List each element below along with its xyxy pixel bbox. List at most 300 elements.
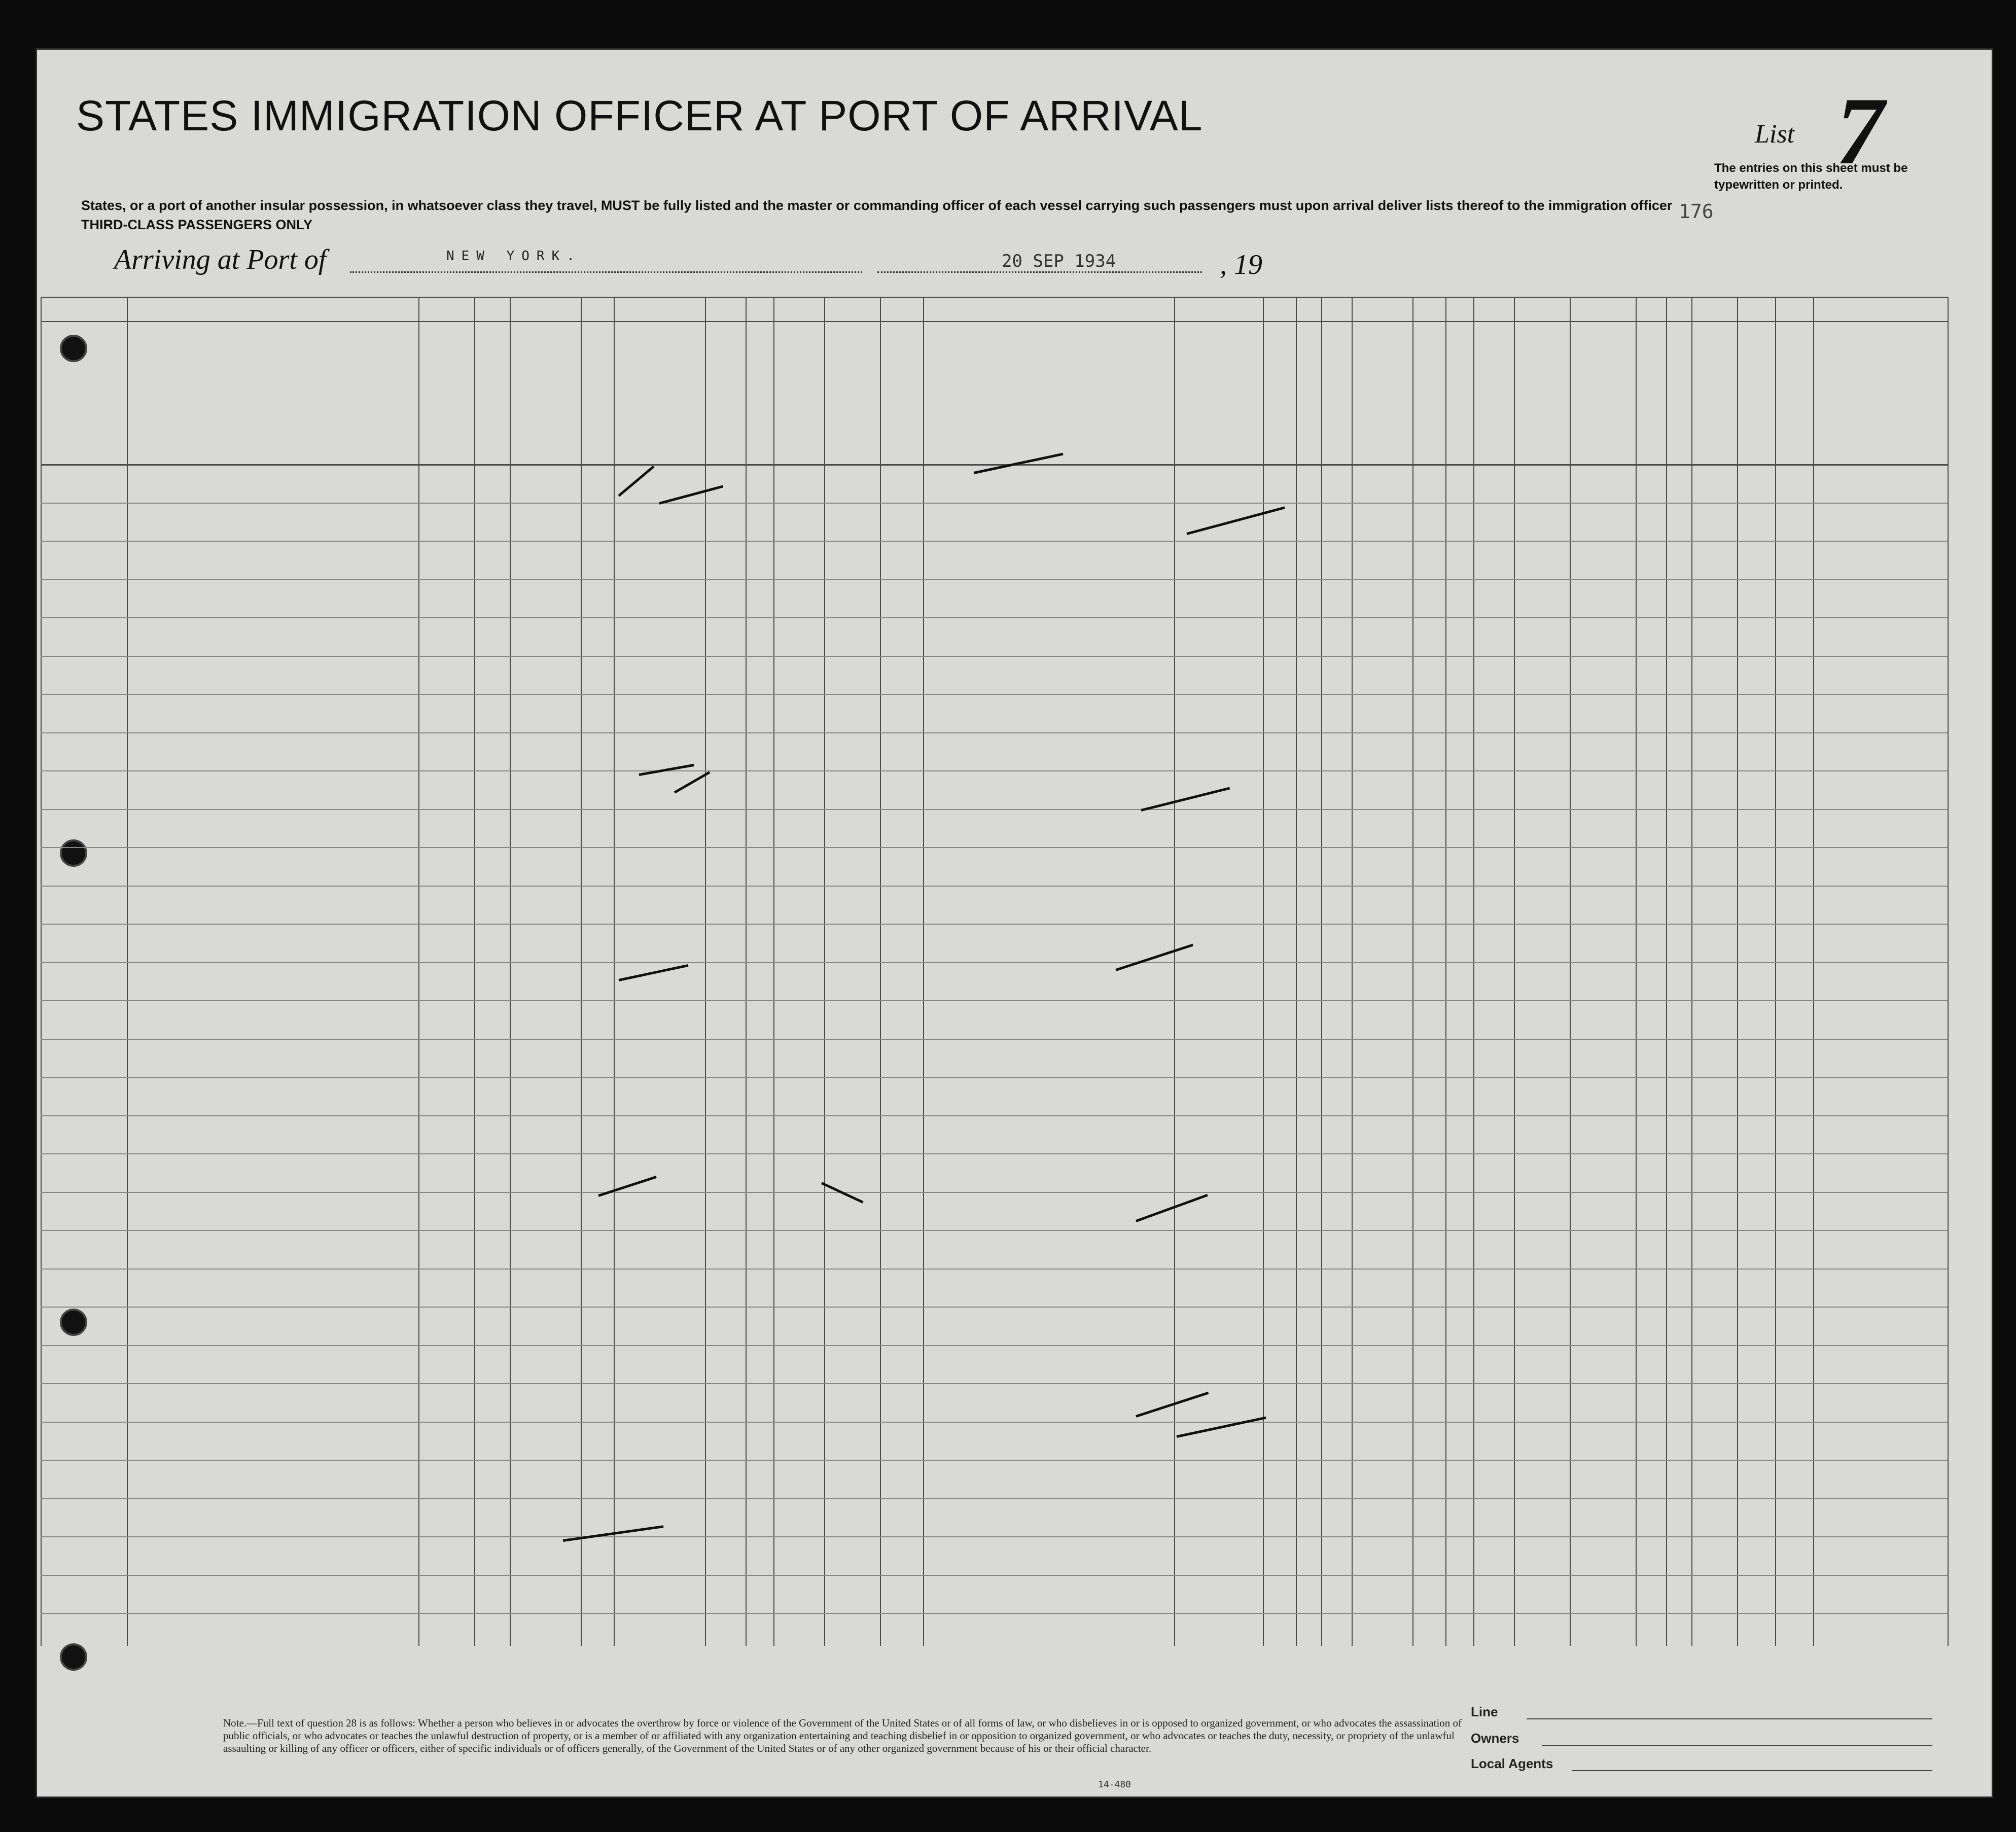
cell-q29 [1414, 1396, 1444, 1432]
cell-paid [616, 592, 704, 628]
cell-q26 [1298, 975, 1320, 1011]
cell-years [775, 784, 823, 819]
cell-where [826, 930, 879, 965]
cell-in [1668, 784, 1690, 819]
cell-years [775, 470, 823, 506]
cell-money [707, 1320, 745, 1355]
cell-hair [1739, 623, 1774, 659]
cell-marks [1815, 1167, 1947, 1202]
column-header [881, 327, 922, 460]
cell-eyes [1777, 1167, 1812, 1202]
cell-hair [1739, 707, 1774, 743]
cell-ticket [583, 1473, 613, 1508]
cell-marks [1815, 1473, 1947, 1508]
cell-q30 [1447, 554, 1472, 589]
cell-relative [129, 543, 417, 578]
cell-where [826, 516, 879, 551]
cell-in [1668, 554, 1690, 589]
cell-q30 [1447, 1167, 1472, 1202]
cell-health [1516, 669, 1569, 704]
cell-state [476, 630, 509, 666]
cell-purpose [1176, 822, 1262, 858]
cell-money [707, 1511, 745, 1547]
cell-money [707, 1473, 745, 1508]
column-rule [1737, 297, 1738, 1646]
cell-marks [1815, 1358, 1947, 1394]
cell-in [1668, 1473, 1690, 1508]
cell-complexion [1693, 592, 1736, 628]
cell-q25 [1265, 1090, 1295, 1125]
cell-q28 [1354, 1129, 1411, 1164]
cell-in [1668, 1282, 1690, 1317]
cell-eyes [1777, 1511, 1812, 1547]
cell-hair [1739, 975, 1774, 1011]
column-header [1815, 327, 1946, 460]
cell-ticket [583, 822, 613, 858]
cell-state [476, 1473, 509, 1508]
cell-where [826, 1121, 879, 1157]
cell-q27 [1323, 746, 1351, 781]
cell-q29 [1414, 1090, 1444, 1125]
list-note: The entries on this sheet must be typewritten or printed. [1714, 161, 1908, 192]
cell-q31 [1475, 1396, 1513, 1432]
column-header [1475, 327, 1512, 460]
cell-purpose [1176, 1013, 1262, 1049]
cell-q29 [1414, 592, 1444, 628]
cell-q29 [1414, 937, 1444, 972]
cell-ticket [583, 516, 613, 551]
cell-complexion [1693, 899, 1736, 934]
cell-ticket [583, 1396, 613, 1432]
cell-before [748, 1549, 772, 1585]
cell-q31 [1475, 1129, 1513, 1164]
cell-money [707, 1243, 745, 1279]
cell-q28 [1354, 516, 1411, 551]
cell-join [925, 1159, 1173, 1195]
cell-q30 [1447, 746, 1472, 781]
cell-in [1668, 860, 1690, 896]
cell-join [925, 543, 1173, 578]
cell-city [512, 1121, 580, 1157]
cell-q26 [1298, 707, 1320, 743]
cell-years [775, 585, 823, 621]
cell-in [1668, 592, 1690, 628]
cell-paid [616, 1052, 704, 1087]
column-rule [127, 297, 128, 1646]
cell-q28 [1354, 707, 1411, 743]
cell-q31 [1475, 477, 1513, 513]
cell-q31 [1475, 1013, 1513, 1049]
cell-years [775, 1121, 823, 1157]
cell-eyes [1777, 975, 1812, 1011]
cell-paid [616, 746, 704, 781]
cell-q26 [1298, 784, 1320, 819]
cell-deformed [1572, 707, 1635, 743]
cell-deformed [1572, 1090, 1635, 1125]
owners-signature-line [1542, 1745, 1932, 1746]
cell-hair [1739, 822, 1774, 858]
cell-state [476, 669, 509, 704]
cell-q31 [1475, 516, 1513, 551]
cell-q25 [1265, 822, 1295, 858]
cell-ticket [583, 1511, 613, 1547]
cell-where [826, 1045, 879, 1080]
cell-q25 [1265, 1320, 1295, 1355]
cell-purpose [1176, 707, 1262, 743]
cell-health [1516, 1435, 1569, 1470]
cell-q30 [1447, 1052, 1472, 1087]
form-number: 14-480 [1098, 1779, 1131, 1790]
cell-state [476, 477, 509, 513]
cell-health [1516, 477, 1569, 513]
cell-before [748, 1243, 772, 1279]
cell-relative [129, 1428, 417, 1463]
cell-state [476, 784, 509, 819]
cell-eyes [1777, 1013, 1812, 1049]
cell-paid [616, 860, 704, 896]
cell-q31 [1475, 899, 1513, 934]
cell-ft [1638, 860, 1665, 896]
cell-before [748, 1473, 772, 1508]
cell-paid [616, 1205, 704, 1241]
cell-hair [1739, 746, 1774, 781]
column-rule [1948, 297, 1949, 1646]
cell-ticket [583, 630, 613, 666]
cell-before [748, 554, 772, 589]
cell-deformed [1572, 1205, 1635, 1241]
cell-complexion [1693, 1358, 1736, 1394]
cell-money [707, 1588, 745, 1624]
column-header [128, 327, 417, 460]
cell-q26 [1298, 1511, 1320, 1547]
cell-marks [1815, 1282, 1947, 1317]
cell-deformed [1572, 937, 1635, 972]
cell-relative [129, 926, 417, 961]
cell-purpose [1176, 746, 1262, 781]
cell-date [882, 547, 922, 582]
cell-ft [1638, 1243, 1665, 1279]
cell-eyes [1777, 937, 1812, 972]
cell-in [1668, 1129, 1690, 1164]
column-rule [1636, 297, 1637, 1646]
cell-q28 [1354, 860, 1411, 896]
cell-q29 [1414, 630, 1444, 666]
column-rule [418, 297, 419, 1646]
cell-q26 [1298, 937, 1320, 972]
cell-ft [1638, 1549, 1665, 1585]
cell-q26 [1298, 477, 1320, 513]
cell-purpose [1176, 1129, 1262, 1164]
cell-city [512, 1581, 580, 1616]
cell-money [707, 669, 745, 704]
cell-health [1516, 516, 1569, 551]
cell-purpose [1176, 1511, 1262, 1547]
cell-city [512, 700, 580, 735]
cell-money [707, 899, 745, 934]
cell-q27 [1323, 516, 1351, 551]
cell-purpose [1176, 1205, 1262, 1241]
cell-city [512, 623, 580, 659]
cell-q27 [1323, 1473, 1351, 1508]
cell-relative [129, 1275, 417, 1310]
cell-q30 [1447, 860, 1472, 896]
cell-complexion [1693, 784, 1736, 819]
cell-relative [129, 658, 417, 693]
cell-q27 [1323, 630, 1351, 666]
cell-complexion [1693, 1013, 1736, 1049]
cell-q26 [1298, 554, 1320, 589]
cell-eyes [1777, 707, 1812, 743]
cell-q29 [1414, 554, 1444, 589]
cell-eyes [1777, 669, 1812, 704]
cell-eyes [1777, 1435, 1812, 1470]
cell-hair [1739, 1052, 1774, 1087]
cell-complexion [1693, 937, 1736, 972]
cell-q29 [1414, 1129, 1444, 1164]
cell-purpose [1176, 669, 1262, 704]
cell-eyes [1777, 1205, 1812, 1241]
cell-paid [616, 554, 704, 589]
cell-health [1516, 630, 1569, 666]
cell-in [1668, 516, 1690, 551]
cell-relative [129, 1351, 417, 1387]
cell-paid [616, 1396, 704, 1432]
cell-relative [129, 1002, 417, 1038]
cell-q27 [1323, 1129, 1351, 1164]
cell-q29 [1414, 1511, 1444, 1547]
cell-state [476, 746, 509, 781]
cell-join [925, 1424, 1173, 1459]
cell-marks [1815, 1396, 1947, 1432]
cell-date [882, 815, 922, 851]
cell-purpose [1176, 975, 1262, 1011]
cell-where [826, 1205, 879, 1241]
cell-q29 [1414, 516, 1444, 551]
cell-paid [616, 630, 704, 666]
cell-before [748, 516, 772, 551]
cell-deformed [1572, 1129, 1635, 1164]
cell-join [925, 1313, 1173, 1348]
cell-ticket [583, 1243, 613, 1279]
cell-city [512, 1236, 580, 1272]
cell-q28 [1354, 1013, 1411, 1049]
cell-q28 [1354, 1243, 1411, 1279]
cell-q29 [1414, 746, 1444, 781]
column-rule [1321, 297, 1322, 1646]
line-signature-line [1527, 1718, 1932, 1719]
cell-before [748, 1090, 772, 1125]
cell-relative [129, 1117, 417, 1153]
cell-years [775, 1473, 823, 1508]
cell-where [826, 623, 879, 659]
cell-where [826, 1428, 879, 1463]
cell-q28 [1354, 1282, 1411, 1317]
cell-paid [616, 1511, 704, 1547]
cell-q29 [1414, 1435, 1444, 1470]
cell-hair [1739, 784, 1774, 819]
cell-marks [1815, 784, 1947, 819]
column-header [1447, 327, 1472, 460]
cell-q25 [1265, 1129, 1295, 1164]
cell-q30 [1447, 784, 1472, 819]
cell-where [826, 1511, 879, 1547]
cell-years [775, 1159, 823, 1195]
cell-health [1516, 1129, 1569, 1164]
cell-marks [1815, 822, 1947, 858]
cell-q27 [1323, 1013, 1351, 1049]
cell-before [748, 1052, 772, 1087]
cell-money [707, 975, 745, 1011]
cell-where [826, 1313, 879, 1348]
cell-eyes [1777, 1282, 1812, 1317]
cell-city [512, 669, 580, 704]
cell-q31 [1475, 1090, 1513, 1125]
cell-before [748, 860, 772, 896]
column-header [420, 327, 473, 460]
cell-deformed [1572, 784, 1635, 819]
cell-date [882, 1313, 922, 1348]
cell-date [882, 1198, 922, 1234]
cell-before [748, 1129, 772, 1164]
column-rule [1263, 297, 1264, 1646]
cell-date [882, 1121, 922, 1157]
cell-state [476, 1396, 509, 1432]
cell-date [882, 777, 922, 812]
cell-health [1516, 975, 1569, 1011]
cell-deformed [1572, 1473, 1635, 1508]
sheet-number: 176 [1679, 200, 1714, 223]
cell-paid [616, 1358, 704, 1394]
cell-q30 [1447, 975, 1472, 1011]
cell-where [826, 1549, 879, 1585]
port-underline [350, 271, 862, 273]
cell-join [925, 1538, 1173, 1574]
cell-state [476, 1205, 509, 1241]
cell-ft [1638, 1358, 1665, 1394]
cell-state [476, 592, 509, 628]
cell-q25 [1265, 746, 1295, 781]
cell-hair [1739, 1542, 1774, 1578]
cell-join [925, 888, 1173, 923]
cell-years [775, 1006, 823, 1042]
cell-q25 [1265, 592, 1295, 628]
cell-q25 [1265, 1243, 1295, 1279]
cell-ft [1638, 1435, 1665, 1470]
cell-q31 [1475, 1052, 1513, 1087]
cell-date [882, 700, 922, 735]
cell-marks [1815, 1052, 1947, 1087]
cell-join [925, 466, 1173, 502]
cell-where [826, 849, 879, 885]
cell-eyes [1777, 1090, 1812, 1125]
cell-where [826, 470, 879, 506]
cell-q30 [1447, 937, 1472, 972]
cell-ft [1638, 669, 1665, 704]
cell-q26 [1298, 1243, 1320, 1279]
cell-paid [616, 784, 704, 819]
cell-relative [129, 738, 417, 774]
cell-paid [616, 1549, 704, 1585]
cell-in [1668, 937, 1690, 972]
instructions-text: States, or a port of another insular possession, in whatsoever class they travel, MUST be fully listed and the master or commanding officer of each vessel carrying such passengers must upon arrival deliver lists thereof to the immigration officer [81, 198, 1673, 213]
cell-ft [1638, 1129, 1665, 1164]
cell-q31 [1475, 1320, 1513, 1355]
column-rule [1296, 297, 1297, 1646]
cell-q28 [1354, 1435, 1411, 1470]
cell-ft [1638, 1396, 1665, 1432]
cell-join [925, 1275, 1173, 1310]
cell-q25 [1265, 1396, 1295, 1432]
cell-deformed [1572, 1243, 1635, 1279]
cell-where [826, 669, 879, 704]
cell-q31 [1475, 707, 1513, 743]
cell-complexion [1693, 516, 1736, 551]
column-header [1323, 327, 1350, 460]
cell-relative [129, 466, 417, 502]
cell-money [707, 1549, 745, 1585]
cell-marks [1815, 937, 1947, 972]
cell-hair [1739, 899, 1774, 934]
cell-q31 [1475, 784, 1513, 819]
cell-q29 [1414, 1588, 1444, 1624]
cell-before [748, 822, 772, 858]
cell-q28 [1354, 1473, 1411, 1508]
column-header [1739, 327, 1774, 460]
cell-ft [1638, 516, 1665, 551]
cell-deformed [1572, 1320, 1635, 1355]
cell-state [476, 1090, 509, 1125]
column-header [511, 327, 579, 460]
cell-q29 [1414, 1473, 1444, 1508]
cell-paid [616, 516, 704, 551]
cell-q29 [1414, 1358, 1444, 1394]
cell-join [925, 1198, 1173, 1234]
arriving-port-label: Arriving at Port of [114, 244, 327, 275]
cell-q31 [1475, 1205, 1513, 1241]
cell-money [707, 630, 745, 666]
cell-q31 [1475, 1549, 1513, 1585]
cell-date [882, 1282, 922, 1317]
cell-complexion [1693, 746, 1736, 781]
cell-date [882, 738, 922, 774]
cell-q25 [1265, 1358, 1295, 1394]
column-header [826, 327, 878, 460]
cell-hair [1739, 1511, 1774, 1547]
cell-paid [616, 1473, 704, 1508]
cell-q30 [1447, 1396, 1472, 1432]
cell-join [925, 1002, 1173, 1038]
cell-complexion [1693, 1090, 1736, 1125]
cell-hair [1739, 477, 1774, 513]
cell-join [925, 619, 1173, 655]
cell-years [775, 700, 823, 735]
cell-in [1668, 746, 1690, 781]
cell-city [512, 1511, 580, 1547]
cell-complexion [1693, 1205, 1736, 1241]
column-header [1515, 327, 1568, 460]
cell-q27 [1323, 1549, 1351, 1585]
cell-q27 [1323, 477, 1351, 513]
column-rule [1775, 297, 1776, 1646]
cell-date [882, 1389, 922, 1425]
column-header [1777, 327, 1812, 460]
cell-q26 [1298, 1549, 1320, 1585]
cell-q29 [1414, 784, 1444, 819]
cell-city [512, 509, 580, 544]
cell-q27 [1323, 1282, 1351, 1317]
cell-health [1516, 554, 1569, 589]
cell-health [1516, 1243, 1569, 1279]
